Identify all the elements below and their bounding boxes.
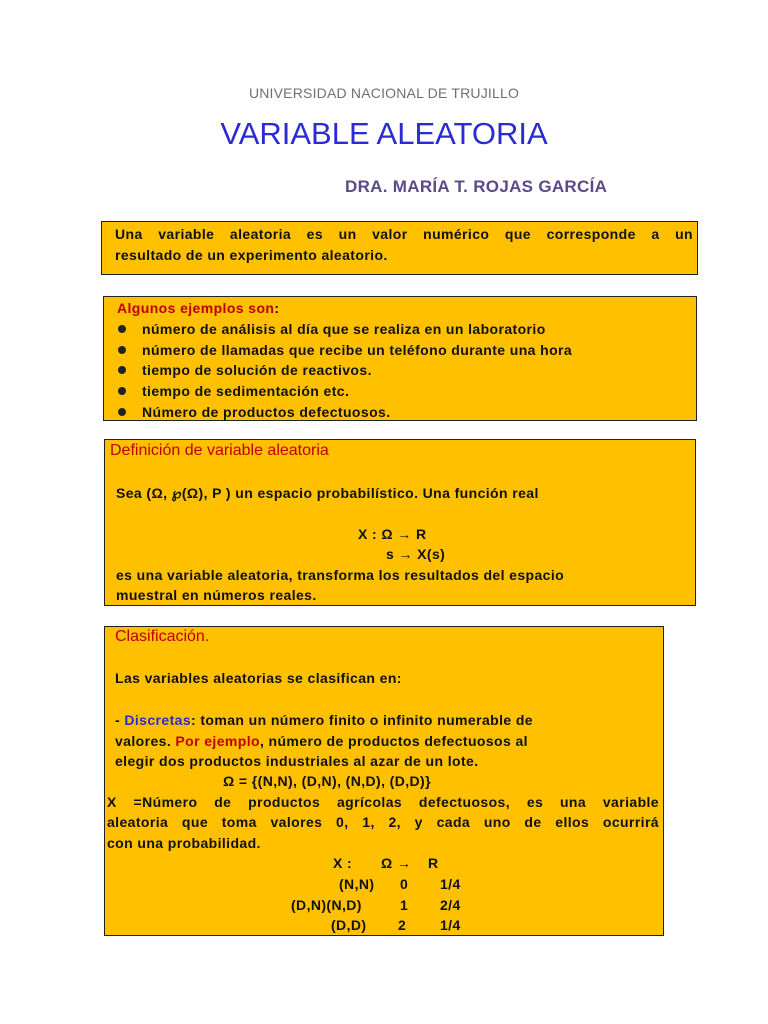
list-item [118, 381, 572, 402]
classification-box [104, 626, 664, 936]
bullet-icon [118, 346, 126, 354]
classification-intro: Las variables aleatorias se clasifican en: [115, 670, 402, 686]
author-name: DRA. MARÍA T. ROJAS GARCÍA [345, 177, 608, 196]
list-item [118, 360, 572, 381]
table-row-event: (D,D) [331, 917, 367, 933]
list-item-text: número de análisis al día que se realiza en un laboratorio [142, 321, 546, 337]
sample-space: Ω = {(N,N), (D,N), (N,D), (D,D)} [223, 773, 431, 789]
bullet-icon [118, 325, 126, 333]
examples-heading-text: Algunos ejemplos son [117, 300, 275, 316]
table-row-event: (D,N)(N,D) [291, 897, 362, 913]
table-row-event: (N,N) [339, 876, 375, 892]
definition-map-1: X : Ω → R [358, 526, 427, 542]
table-row-prob: 2/4 [440, 897, 461, 913]
list-item [118, 319, 572, 340]
examples-colon: : [274, 300, 280, 316]
list-item-text: número de llamadas que recibe un teléfono durante una hora [142, 341, 573, 358]
table-row-prob: 1/4 [440, 876, 461, 892]
list-item-text: tiempo de solución de reactivos. [142, 362, 372, 379]
discretas-line [115, 712, 533, 728]
list-item [118, 402, 572, 423]
table-row-value: 1 [400, 897, 409, 913]
definition-line-2: es una variable aleatoria, transforma los resultados del espacio [116, 567, 565, 583]
definition-map-2: s → X(s) [386, 546, 446, 562]
discretas-rest: : toman un número finito o infinito numerable de [191, 712, 533, 728]
bullet-icon [118, 387, 126, 395]
examples-heading [117, 300, 279, 316]
table-row-value: 0 [400, 876, 409, 892]
table-header-r: R [428, 855, 439, 871]
examples-list [118, 319, 572, 422]
table-header-omega: Ω → [381, 855, 412, 871]
list-item [118, 340, 572, 361]
por-ejemplo-term: Por ejemplo [175, 733, 260, 749]
classification-line-6: aleatoria que toma valores 0, 1, 2, y cada uno de ellos ocurrirá [107, 814, 659, 830]
discretas-term: Discretas [124, 712, 192, 728]
intro-line-2: resultado de un experimento aleatorio. [115, 247, 388, 263]
definition-box [104, 439, 696, 606]
list-item-text: tiempo de sedimentación etc. [142, 383, 350, 400]
document-title: VARIABLE ALEATORIA [220, 116, 548, 151]
table-row-value: 2 [398, 917, 407, 933]
classification-heading: Clasificación. [115, 628, 210, 645]
table-header-x: X : [333, 855, 353, 871]
classification-line-3: elegir dos productos industriales al azar de un lote. [115, 753, 479, 769]
examples-box [103, 296, 697, 421]
university-name: UNIVERSIDAD NACIONAL DE TRUJILLO [248, 85, 520, 101]
intro-line-1: Una variable aleatoria es un valor numérico que corresponde a un [115, 226, 693, 242]
bullet-icon [118, 366, 126, 374]
intro-box [101, 221, 698, 275]
classification-line-7: con una probabilidad. [107, 835, 261, 851]
definition-line-1: Sea (Ω, ℘(Ω), P ) un espacio probabilístico. Una función real [116, 485, 539, 501]
example-line-a: valores. [115, 733, 176, 749]
definition-heading: Definición de variable aleatoria [110, 442, 329, 459]
dash: - [115, 712, 125, 728]
definition-line-3: muestral en números reales. [116, 587, 317, 603]
table-row-prob: 1/4 [440, 917, 461, 933]
example-line [115, 733, 528, 749]
list-item-text: Número de productos defectuosos. [142, 403, 391, 420]
example-line-b: , número de productos defectuosos al [259, 733, 528, 749]
bullet-icon [118, 408, 126, 416]
classification-line-5: X =Número de productos agrícolas defectuosos, es una variable [107, 794, 659, 810]
